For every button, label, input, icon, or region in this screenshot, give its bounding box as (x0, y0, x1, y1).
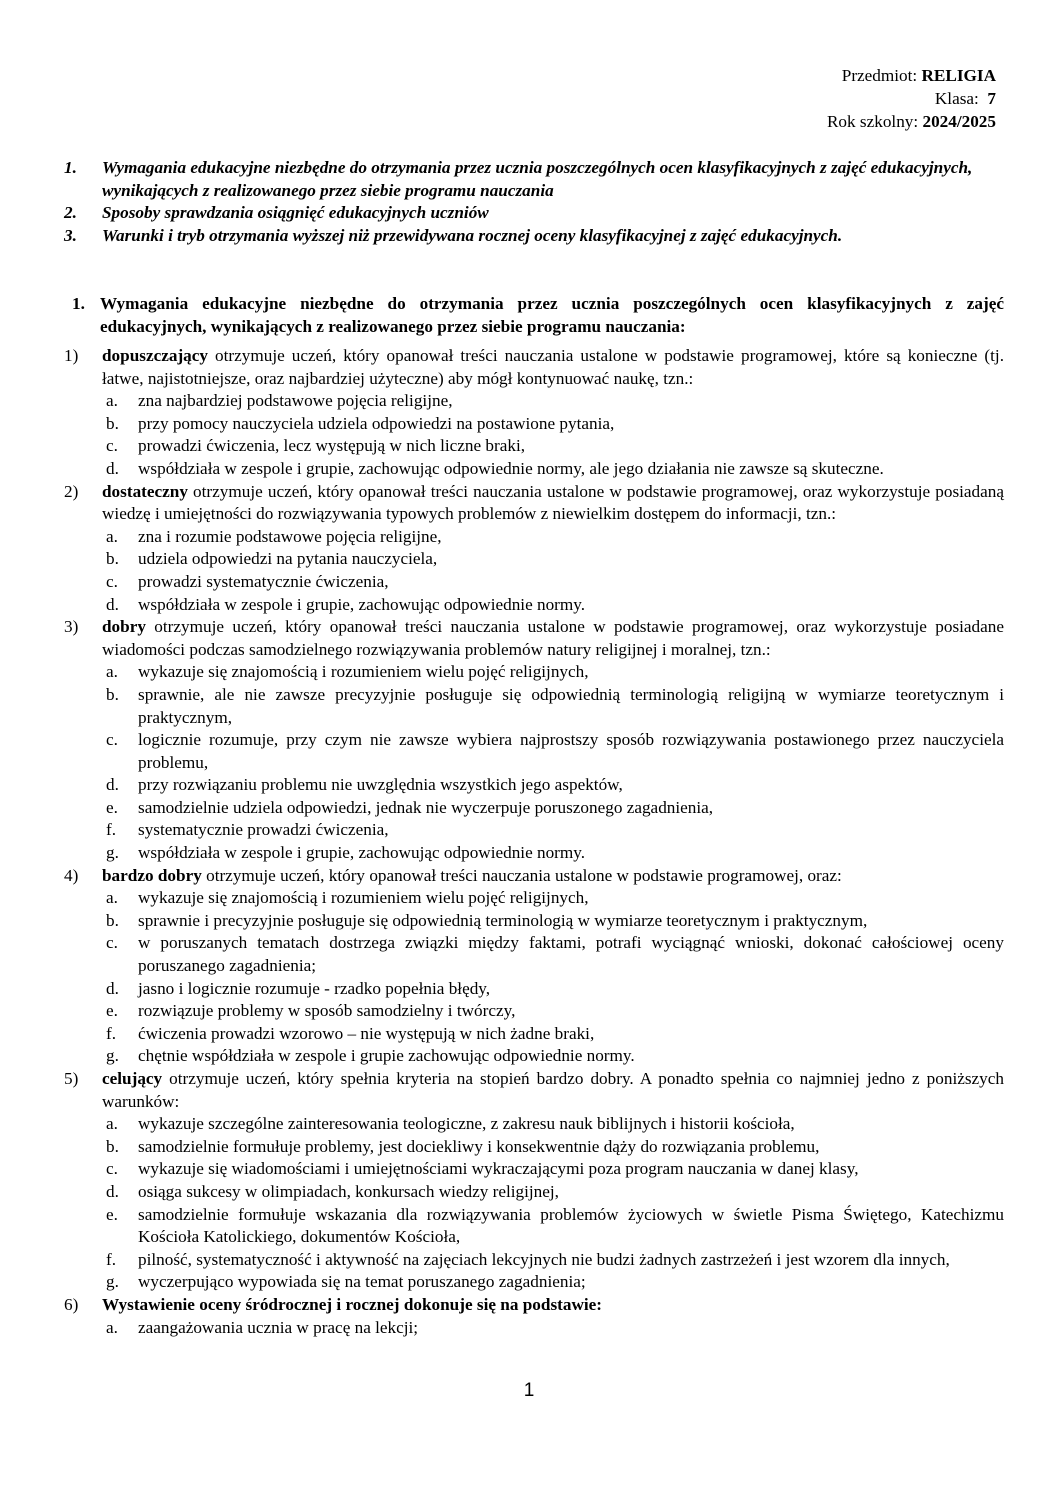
toc-text: Sposoby sprawdzania osiągnięć edukacyjnych uczniów (102, 203, 489, 222)
grade-number: 4) (64, 865, 79, 885)
criterion-letter: a. (106, 1317, 118, 1337)
toc-number: 1. (64, 158, 77, 177)
grade-description (102, 865, 1004, 888)
criterion-item (106, 1000, 1004, 1023)
criterion-text: wykazuje szczególne zainteresowania teologiczne, z zakresu nauk biblijnych i historii kościoła, (138, 1114, 795, 1134)
criterion-letter: b. (106, 413, 119, 433)
subject-label: Przedmiot: (841, 66, 918, 85)
criterion-item (106, 910, 1004, 933)
grade-heading (64, 865, 1004, 888)
grade-number: 5) (64, 1069, 79, 1088)
class-value: 7 (987, 89, 996, 108)
criterion-item (106, 887, 1004, 910)
criterion-letter: a. (106, 662, 118, 682)
criterion-text: przy rozwiązaniu problemu nie uwzględnia wszystkich jego aspektów, (138, 775, 623, 795)
criterion-item (106, 842, 1004, 865)
criterion-text: sprawnie, ale nie zawsze precyzyjnie posługuje się odpowiednią terminologią religijną w wymiarze teoretycznym i praktycznym, (138, 684, 1004, 727)
criterion-letter: a. (106, 888, 118, 908)
criterion-item (106, 978, 1004, 1001)
criterion-item (106, 797, 1004, 820)
grade-item (64, 616, 1004, 865)
criterion-letter: g. (106, 1046, 119, 1066)
criterion-item (106, 1158, 1004, 1181)
criterion-letter: e. (106, 797, 118, 817)
criterion-letter: a. (106, 391, 118, 411)
grade-description (102, 1068, 1004, 1113)
criterion-item (106, 458, 1004, 481)
criterion-letter: d. (106, 978, 119, 998)
criterion-text: ćwiczenia prowadzi wzorowo – nie występują w nich żadne braki, (138, 1023, 595, 1043)
grade-item (64, 865, 1004, 1068)
criterion-letter: f. (106, 1023, 117, 1043)
subject-value: RELIGIA (921, 66, 996, 85)
criterion-item (106, 729, 1004, 774)
grade-number: 2) (64, 481, 79, 501)
grade-heading (64, 481, 1004, 526)
section-number: 1. (72, 294, 85, 313)
criterion-text: udziela odpowiedzi na pytania nauczyciela, (138, 549, 438, 569)
criterion-text: w poruszanych tematach dostrzega związki między faktami, potrafi wyciągnąć wnioski, dokonać całościowej oceny poruszanego zagadnienia; (138, 933, 1004, 976)
grade-text: otrzymuje uczeń, który opanował treści nauczania ustalone w podstawie programowej, oraz wykorzystuje posiadane wiadomości podczas samodzielnego rozwiązywania problemów natury religijnej i moralnej, tzn.: (102, 617, 1004, 659)
criterion-letter: c. (106, 571, 118, 591)
criterion-item (106, 435, 1004, 458)
grade-number: 3) (64, 617, 79, 637)
grade-item (64, 1294, 1004, 1339)
criterion-letter: e. (106, 1001, 118, 1021)
criterion-text: współdziała w zespole i grupie, zachowując odpowiednie normy, ale jego działania nie zawsze są skuteczne. (138, 458, 884, 478)
table-of-contents (64, 157, 1004, 247)
year-value: 2024/2025 (922, 112, 996, 131)
document-meta (827, 64, 996, 133)
criterion-text: zna najbardziej podstawowe pojęcia religijne, (138, 391, 453, 411)
criterion-item (106, 1249, 1004, 1272)
criterion-item (106, 932, 1004, 977)
grade-name: dostateczny (102, 481, 188, 501)
criterion-letter: a. (106, 1114, 118, 1134)
criterion-text: wykazuje się wiadomościami i umiejętnościami wykraczającymi poza program nauczania w danej klasy, (138, 1159, 859, 1179)
toc-text: Wymagania edukacyjne niezbędne do otrzymania przez ucznia poszczególnych ocen klasyfikacyjnych z zajęć edukacyjnych, wynikających z realizowanego przez siebie programu nauczania (102, 158, 973, 200)
criterion-item (106, 390, 1004, 413)
grade-name: Wystawienie oceny śródrocznej i rocznej dokonuje się na podstawie: (102, 1294, 602, 1314)
criterion-item (106, 774, 1004, 797)
section-heading (72, 292, 1004, 338)
subject-line (827, 64, 996, 87)
criterion-text: współdziała w zespole i grupie, zachowując odpowiednie normy. (138, 843, 586, 863)
criterion-item (106, 548, 1004, 571)
grade-description (102, 481, 1004, 526)
criterion-item (106, 413, 1004, 436)
criterion-text: zaangażowania ucznia w pracę na lekcji; (138, 1317, 419, 1337)
toc-item (64, 157, 1004, 202)
criterion-letter: e. (106, 1204, 118, 1224)
toc-number: 2. (64, 203, 77, 222)
criterion-text: przy pomocy nauczyciela udziela odpowiedzi na postawione pytania, (138, 413, 615, 433)
class-label: Klasa: (934, 89, 979, 108)
criterion-text: sprawnie i precyzyjnie posługuje się odpowiednią terminologią w wymiarze teoretycznym i praktycznym, (138, 910, 868, 930)
criterion-letter: d. (106, 1181, 119, 1201)
grade-name: bardzo dobry (102, 865, 202, 885)
criterion-letter: b. (106, 910, 119, 930)
criterion-item (106, 1045, 1004, 1068)
grade-item (64, 481, 1004, 617)
grade-heading (64, 1068, 1004, 1113)
criterion-text: jasno i logicznie rozumuje - rzadko popełnia błędy, (138, 978, 491, 998)
grade-heading (64, 1294, 1004, 1317)
grade-name: celujący (102, 1069, 163, 1088)
criterion-item (106, 1136, 1004, 1159)
section-title: Wymagania edukacyjne niezbędne do otrzymania przez ucznia poszczególnych ocen klasyfikacyjnych z zajęć edukacyjnych, wynikających z realizowanego przez siebie programu nauczania: (100, 294, 1004, 336)
grades-list (64, 345, 1004, 1339)
criterion-text: osiąga sukcesy w olimpiadach, konkursach wiedzy religijnej, (138, 1181, 559, 1201)
grade-name: dobry (102, 617, 146, 637)
criterion-letter: g. (106, 1272, 119, 1292)
criterion-letter: d. (106, 594, 119, 614)
toc-item (64, 225, 1004, 248)
criterion-text: systematycznie prowadzi ćwiczenia, (138, 820, 389, 840)
criterion-text: wykazuje się znajomością i rozumieniem wielu pojęć religijnych, (138, 662, 589, 682)
criterion-text: prowadzi ćwiczenia, lecz występują w nich liczne braki, (138, 436, 526, 456)
criterion-item (106, 661, 1004, 684)
criterion-letter: d. (106, 458, 119, 478)
criterion-item (106, 1271, 1004, 1294)
criterion-text: chętnie współdziała w zespole i grupie zachowując odpowiednie normy. (138, 1046, 635, 1066)
criterion-item (106, 1023, 1004, 1046)
year-label: Rok szkolny: (826, 112, 919, 131)
criterion-text: wykazuje się znajomością i rozumieniem wielu pojęć religijnych, (138, 888, 589, 908)
criterion-item (106, 1113, 1004, 1136)
criterion-letter: b. (106, 1136, 119, 1156)
criterion-item (106, 1204, 1004, 1249)
criterion-item (106, 1317, 1004, 1340)
criterion-letter: f. (106, 1249, 117, 1269)
criterion-text: logicznie rozumuje, przy czym nie zawsze wybiera najprostszy sposób rozwiązywania postawionego przez nauczyciela problemu, (138, 730, 1004, 772)
criterion-text: samodzielnie udziela odpowiedzi, jednak nie wyczerpuje poruszonego zagadnienia, (138, 797, 714, 817)
page-number: 1 (523, 1380, 535, 1401)
grade-number: 1) (64, 346, 79, 365)
criterion-text: samodzielnie formułuje wskazania dla rozwiązywania problemów życiowych w świetle Pisma Świętego, Katechizmu Kościoła Katolickiego, dokumentów Kościoła, (138, 1204, 1004, 1247)
criterion-text: pilność, systematyczność i aktywność na zajęciach lekcyjnych nie budzi żadnych zastrzeżeń i jest wzorem dla innych, (138, 1249, 950, 1269)
grade-description (102, 1294, 1004, 1317)
grade-heading (64, 345, 1004, 390)
grade-number: 6) (64, 1294, 79, 1314)
grade-item (64, 1068, 1004, 1294)
grade-name: dopuszczający (102, 346, 208, 365)
grade-text: otrzymuje uczeń, który opanował treści nauczania ustalone w podstawie programowej, które są konieczne (tj. łatwe, najistotniejsze, oraz najbardziej użyteczne) aby mógł kontynuować naukę, tzn.: (102, 346, 1004, 388)
criterion-letter: c. (106, 730, 118, 750)
criterion-text: zna i rozumie podstawowe pojęcia religijne, (138, 526, 442, 546)
criterion-letter: b. (106, 684, 119, 704)
criterion-letter: a. (106, 526, 118, 546)
criterion-item (106, 571, 1004, 594)
criterion-letter: c. (106, 436, 118, 456)
year-line (827, 110, 996, 133)
criterion-text: wyczerpująco wypowiada się na temat poruszanego zagadnienia; (138, 1272, 586, 1292)
criterion-item (106, 1181, 1004, 1204)
criterion-item (106, 819, 1004, 842)
class-line (827, 87, 996, 110)
grade-heading (64, 616, 1004, 661)
criterion-item (106, 594, 1004, 617)
criterion-letter: b. (106, 549, 119, 569)
grade-description (102, 616, 1004, 661)
grade-text: otrzymuje uczeń, który opanował treści nauczania ustalone w podstawie programowej, oraz wykorzystuje posiadaną wiedzę i umiejętności do rozwiązywania typowych problemów z niewielkim dostępem do informacji, tzn.: (102, 481, 1004, 524)
grade-text: otrzymuje uczeń, który opanował treści nauczania ustalone w podstawie programowej, oraz: (201, 865, 842, 885)
criterion-text: rozwiązuje problemy w sposób samodzielny i twórczy, (138, 1001, 516, 1021)
grade-text: otrzymuje uczeń, który spełnia kryteria na stopień bardzo dobry. A ponadto spełnia co najmniej jedno z poniższych warunków: (102, 1069, 1004, 1111)
grade-description (102, 345, 1004, 390)
criterion-letter: d. (106, 775, 119, 795)
criterion-text: prowadzi systematycznie ćwiczenia, (138, 571, 389, 591)
criterion-letter: c. (106, 933, 118, 953)
criterion-item (106, 684, 1004, 729)
criterion-letter: f. (106, 820, 117, 840)
criterion-letter: g. (106, 843, 119, 863)
grade-item (64, 345, 1004, 481)
toc-item (64, 202, 1004, 225)
criterion-item (106, 526, 1004, 549)
toc-text: Warunki i tryb otrzymania wyższej niż przewidywana rocznej oceny klasyfikacyjnej z zajęć edukacyjnych. (102, 225, 843, 245)
criterion-text: samodzielnie formułuje problemy, jest dociekliwy i konsekwentnie dąży do rozwiązania problemu, (138, 1136, 820, 1156)
toc-number: 3. (64, 225, 77, 245)
criterion-text: współdziała w zespole i grupie, zachowując odpowiednie normy. (138, 594, 586, 614)
criterion-letter: c. (106, 1159, 118, 1179)
